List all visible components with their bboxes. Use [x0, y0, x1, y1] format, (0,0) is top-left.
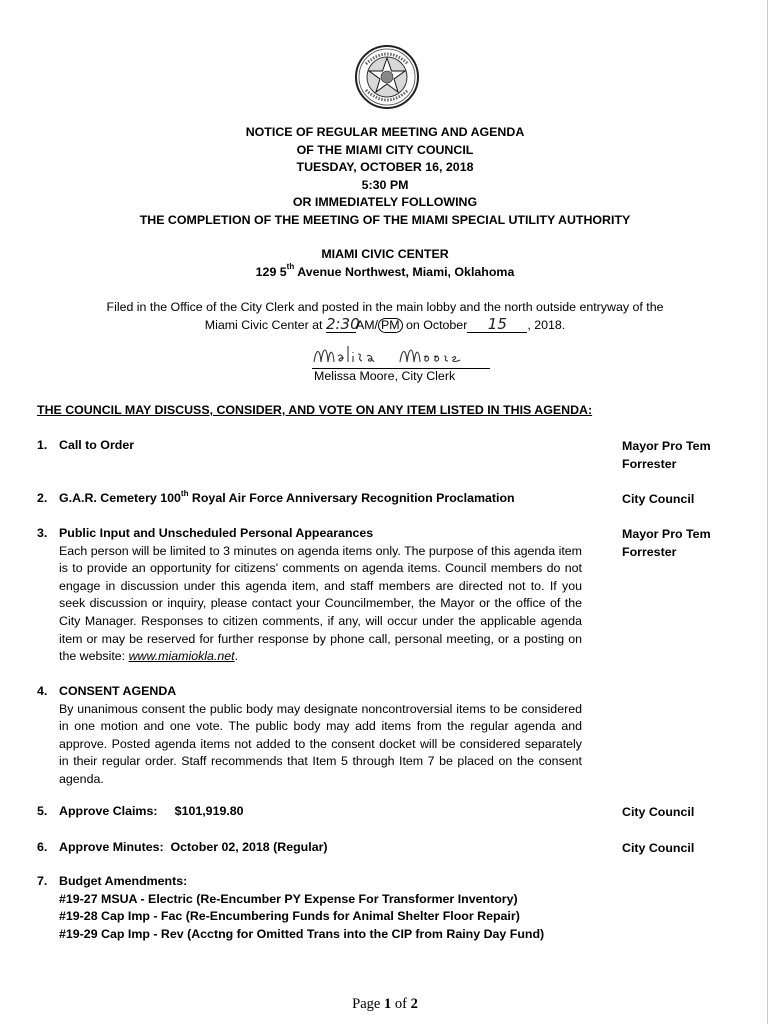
- heading-line-6: THE COMPLETION OF THE MEETING OF THE MIAMI SPECIAL UTILITY AUTHORITY: [139, 212, 631, 227]
- pm-circled-label: PM: [378, 318, 403, 333]
- item-title: Call to Order: [59, 438, 135, 452]
- am-label: AM/: [355, 317, 378, 332]
- item-responsible: [622, 526, 711, 561]
- handwritten-day: 15: [467, 317, 527, 333]
- item-number: 5.: [37, 804, 48, 818]
- item-title-part-2: Royal Air Force Anniversary Recognition Proclamation: [188, 491, 515, 505]
- responsible-line-1: Mayor Pro Tem: [622, 527, 711, 541]
- heading-line-2: OF THE MIAMI CITY COUNCIL: [296, 142, 474, 157]
- item-number: 2.: [37, 491, 48, 505]
- responsible-line-1: City Council: [622, 492, 695, 506]
- item-title: Budget Amendments:: [59, 874, 188, 888]
- item-number: 3.: [37, 526, 48, 540]
- agenda-item: [37, 839, 582, 857]
- budget-amendment: #19-29 Cap Imp - Rev (Acctng for Omitted Trans into the CIP from Rainy Day Fund): [59, 926, 545, 941]
- item-title: Approve Claims: $101,919.80: [59, 804, 244, 818]
- venue-block: [0, 246, 770, 281]
- responsible-line-1: City Council: [622, 841, 695, 855]
- filed-line-1: Filed in the Office of the City Clerk and posted in the main lobby and the north outside entryway of the: [106, 300, 664, 314]
- item-number: 7.: [37, 874, 48, 888]
- filed-notice: [0, 299, 770, 334]
- heading-line-1: NOTICE OF REGULAR MEETING AND AGENDA: [245, 125, 525, 139]
- item-title-part-1: G.A.R. Cemetery 100: [59, 491, 181, 505]
- responsible-line-1: Mayor Pro Tem: [622, 439, 711, 453]
- item-title-superscript: th: [180, 488, 189, 498]
- page-number: [0, 996, 770, 1013]
- agenda-item: [37, 803, 582, 821]
- heading-line-3: TUESDAY, OCTOBER 16, 2018: [296, 160, 474, 175]
- responsible-line-2: Forrester: [622, 544, 677, 559]
- item-responsible: [622, 840, 694, 858]
- item-body: By unanimous consent the public body may designate noncontroversial items to be considered in one motion and one vote. The public body may add items from the regular agenda and approve. Posted agenda items not added to the consent docket will be considered separately in their regular order. Staff recommends that Item 5 through Item 7 be placed on the consent agenda.: [59, 701, 582, 786]
- item-responsible: [622, 491, 694, 509]
- item-body: [59, 543, 582, 666]
- responsible-line-2: Forrester: [622, 456, 677, 471]
- filed-line-2-end: , 2018.: [527, 317, 566, 332]
- agenda-item: [37, 683, 582, 789]
- clerk-signature: [312, 342, 490, 369]
- item-title: Public Input and Unscheduled Personal Appearances: [59, 526, 374, 540]
- website-link[interactable]: www.miamiokla.net: [128, 649, 235, 664]
- venue-name: MIAMI CIVIC CENTER: [321, 247, 449, 261]
- item-responsible: [622, 438, 711, 473]
- item-body-text: Each person will be limited to 3 minutes on agenda items only. The purpose of this agenda item is to provide an opportunity for citizens' comments on agenda items. Council members do not engage in discussion under this agenda item, and staff members are directed not to. If you seek discussion or inquiry, please contact your Councilmember, the Mayor or the office of the City Manager. Responses to citizen comments, if any, will occur under the applicable agenda item or may be reserved for further response by phone call, personal meeting, or a posting on the website:: [59, 543, 582, 664]
- city-seal-logo: [354, 44, 420, 110]
- meeting-notice-heading: [0, 124, 770, 230]
- agenda-item: [37, 437, 582, 455]
- page-current: 1: [383, 996, 392, 1012]
- handwritten-time: 2:30: [325, 314, 360, 333]
- filed-line-2-mid: on October: [402, 317, 468, 332]
- item-number: 4.: [37, 684, 48, 698]
- heading-line-5: OR IMMEDIATELY FOLLOWING: [292, 195, 478, 210]
- page-total: 2: [410, 996, 418, 1012]
- item-number: 6.: [37, 840, 48, 854]
- address-rest: Avenue Northwest, Miami, Oklahoma: [294, 264, 515, 279]
- of-word: of: [391, 996, 411, 1012]
- budget-amendment: #19-28 Cap Imp - Fac (Re-Encumbering Funds for Animal Shelter Floor Repair): [59, 909, 520, 924]
- agenda-item: [37, 525, 582, 666]
- venue-address: [0, 264, 770, 282]
- filed-line-2: [0, 314, 770, 335]
- filed-line-2-start: Miami Civic Center at: [204, 317, 323, 332]
- discussion-notice: THE COUNCIL MAY DISCUSS, CONSIDER, AND VOTE ON ANY ITEM LISTED IN THIS AGENDA:: [37, 403, 593, 417]
- item-title: Approve Minutes: October 02, 2018 (Regular): [59, 840, 328, 854]
- item-title: [59, 490, 582, 508]
- agenda-item: [37, 490, 582, 508]
- budget-amendment: #19-27 MSUA - Electric (Re-Encumber PY Expense For Transformer Inventory): [59, 891, 518, 906]
- address-superscript: th: [286, 262, 295, 272]
- item-responsible: [622, 804, 694, 822]
- item-number: 1.: [37, 438, 48, 452]
- responsible-line-1: City Council: [622, 805, 695, 819]
- page-word: Page: [352, 996, 384, 1012]
- item-title: CONSENT AGENDA: [59, 684, 177, 698]
- heading-line-4: 5:30 PM: [361, 177, 409, 192]
- agenda-item: [37, 873, 582, 943]
- item-body-end: .: [234, 649, 239, 664]
- clerk-name-title: Melissa Moore, City Clerk: [314, 369, 456, 383]
- address-number: 129 5: [255, 264, 287, 279]
